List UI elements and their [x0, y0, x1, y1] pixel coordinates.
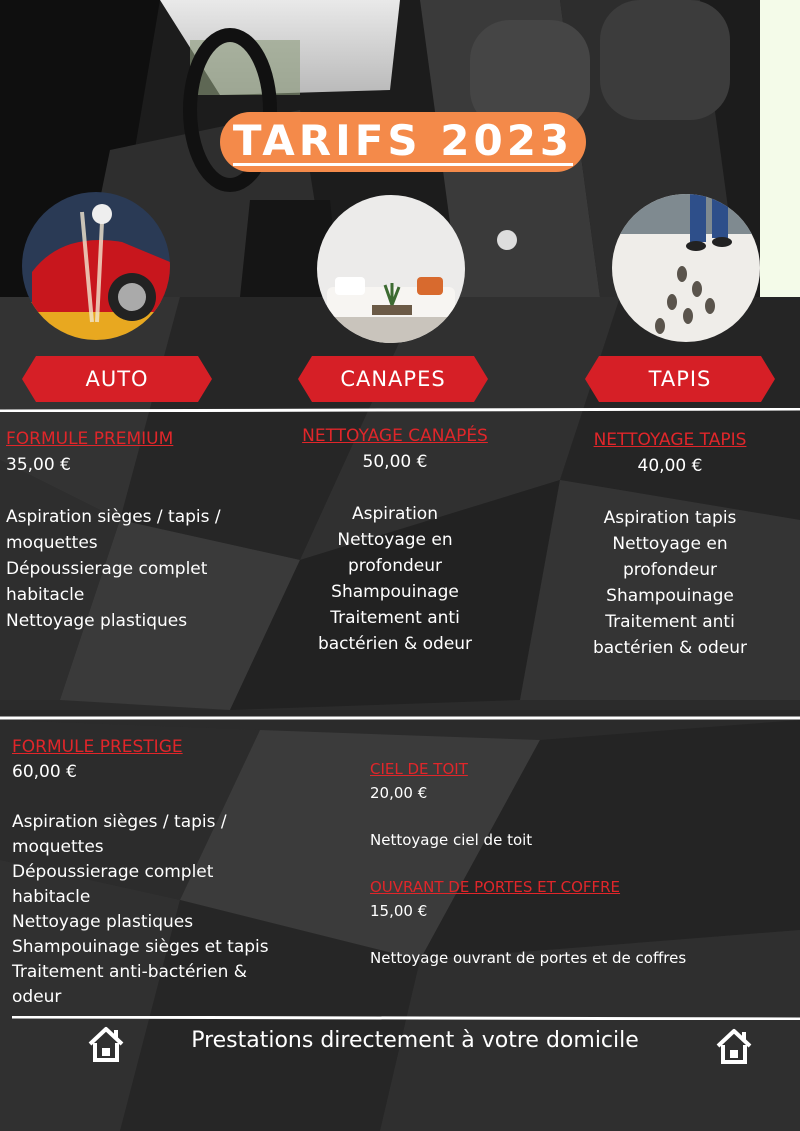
- tapis-item: Shampouinage: [606, 586, 734, 606]
- canapes-item: Traitement anti: [330, 608, 460, 628]
- auto-item: Nettoyage plastiques: [6, 611, 188, 631]
- ciel-price: 20,00 €: [370, 784, 428, 802]
- prestige-item: Traitement anti-bactérien &: [12, 962, 248, 982]
- canapes-item: bactérien & odeur: [317, 634, 473, 654]
- canapes-item: Aspiration: [352, 504, 438, 524]
- auto-item: Aspiration sièges / tapis /: [6, 507, 221, 527]
- auto-item: Dépoussierage complet: [6, 559, 208, 579]
- carpet-photo: [612, 194, 760, 342]
- canapes-item: Shampouinage: [331, 582, 459, 602]
- ouvrant-price: 15,00 €: [370, 902, 428, 920]
- prestige-item: habitacle: [12, 887, 91, 907]
- house-icon: [714, 1026, 754, 1066]
- auto-price: 35,00 €: [6, 455, 71, 475]
- house-icon: [86, 1024, 126, 1064]
- prestige-item: Shampouinage sièges et tapis: [12, 937, 269, 957]
- tapis-heading: NETTOYAGE TAPIS: [593, 430, 747, 450]
- tapis-item: Traitement anti: [605, 612, 735, 632]
- tapis-item: Aspiration tapis: [603, 508, 737, 528]
- canapes-item: Nettoyage en: [337, 530, 453, 550]
- divider-top: [0, 408, 800, 412]
- category-banner-auto: AUTO: [22, 356, 212, 402]
- canapes-heading: NETTOYAGE CANAPÉS: [302, 426, 488, 446]
- auto-section: [6, 426, 276, 634]
- prestige-price: 60,00 €: [12, 762, 77, 782]
- footer-text: Prestations directement à votre domicile: [191, 1028, 639, 1053]
- auto-heading: FORMULE PREMIUM: [6, 429, 174, 449]
- auto-item: moquettes: [6, 533, 98, 553]
- prestige-heading: FORMULE PRESTIGE: [12, 737, 183, 757]
- ouvrant-section: [370, 875, 790, 970]
- sofa-photo: [317, 195, 465, 343]
- canapes-item: profondeur: [348, 556, 442, 576]
- prestige-item: moquettes: [12, 837, 104, 857]
- prestige-section: [12, 735, 312, 1010]
- category-banner-tapis: TAPIS: [585, 356, 775, 402]
- tapis-item: Nettoyage en: [612, 534, 728, 554]
- ciel-desc: Nettoyage ciel de toit: [370, 831, 533, 849]
- canapes-price: 50,00 €: [362, 452, 428, 472]
- prestige-item: Aspiration sièges / tapis /: [12, 812, 227, 832]
- tapis-item: profondeur: [623, 560, 717, 580]
- tapis-section: [570, 427, 770, 661]
- category-banner-canapes: CANAPES: [298, 356, 488, 402]
- canapes-section: [285, 423, 505, 657]
- tapis-price: 40,00 €: [637, 456, 703, 476]
- ouvrant-desc: Nettoyage ouvrant de portes et de coffres: [370, 949, 687, 967]
- ouvrant-heading: OUVRANT DE PORTES ET COFFRE: [370, 878, 621, 896]
- auto-item: habitacle: [6, 585, 85, 605]
- divider-bottom: [0, 1016, 800, 1020]
- car-wash-photo: [22, 192, 170, 340]
- side-strip: [760, 0, 800, 297]
- tapis-item: bactérien & odeur: [592, 638, 748, 658]
- prestige-item: Dépoussierage complet: [12, 862, 214, 882]
- prestige-item: Nettoyage plastiques: [12, 912, 194, 932]
- ciel-section: [370, 757, 770, 852]
- prestige-item: odeur: [12, 987, 62, 1007]
- page-title: TARIFS 2023: [220, 112, 586, 172]
- divider-middle: [0, 716, 800, 720]
- ciel-heading: CIEL DE TOIT: [370, 760, 468, 778]
